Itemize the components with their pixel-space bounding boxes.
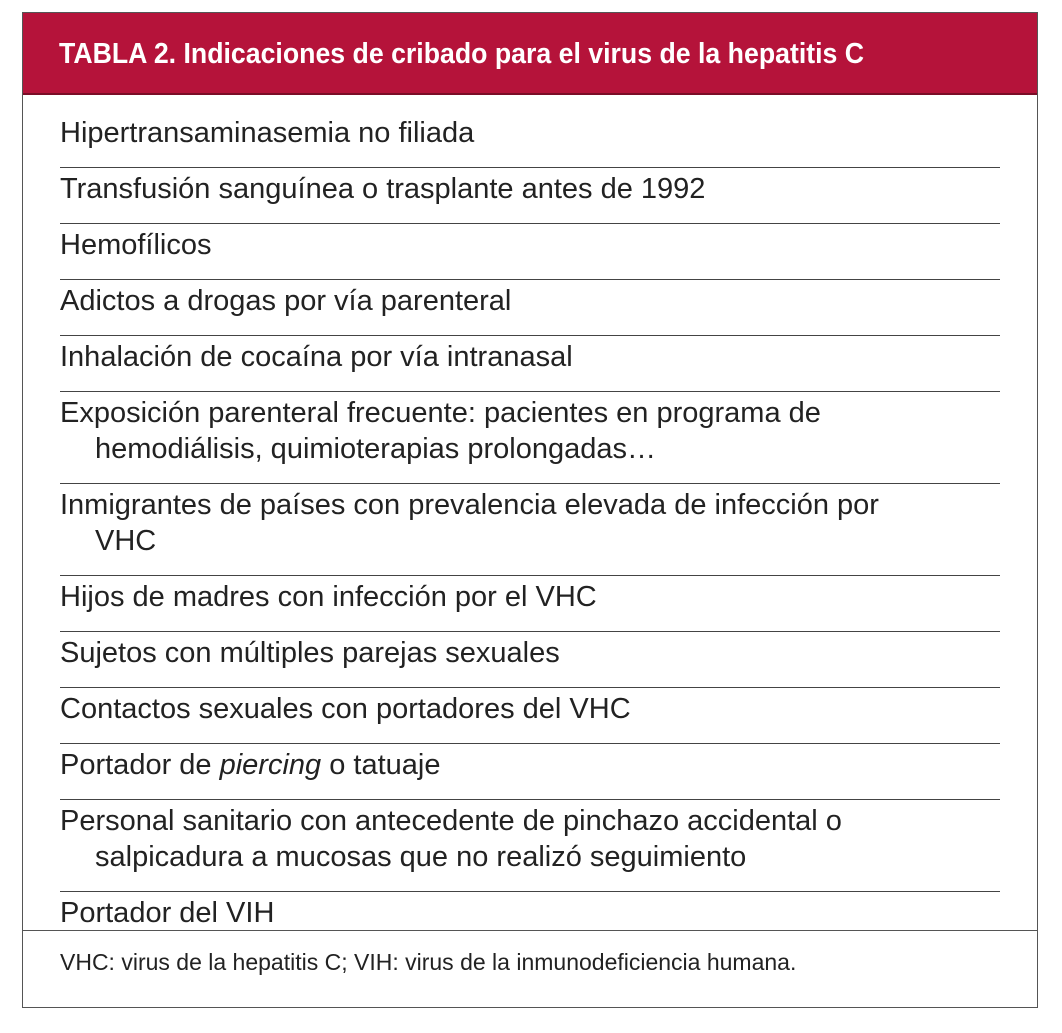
row-text-continuation: salpicadura a mucosas que no realizó seguimiento — [95, 841, 747, 873]
table-row — [60, 747, 1000, 800]
row-text: Adictos a drogas por vía parenteral — [60, 285, 512, 317]
table-title: TABLA 2. Indicaciones de cribado para el virus de la hepatitis C — [59, 38, 865, 70]
table-footnote — [23, 930, 1037, 976]
row-text-continuation: hemodiálisis, quimioterapias prolongadas… — [95, 433, 656, 465]
row-text-continuation: VHC — [95, 525, 157, 557]
row-text: Hemofílicos — [60, 229, 212, 261]
row-text: Sujetos con múltiples parejas sexuales — [60, 637, 560, 669]
table-title-bar — [23, 13, 1037, 95]
footnote-text: VHC: virus de la hepatitis C; VIH: virus de la inmunodeficiencia humana. — [60, 949, 797, 975]
row-text: Hijos de madres con infección por el VHC — [60, 581, 597, 613]
row-text: Exposición parenteral frecuente: pacientes en programa de — [60, 397, 821, 429]
row-text-suffix: o tatuaje — [321, 749, 441, 781]
table-row — [60, 635, 1000, 688]
table-row — [60, 115, 1000, 168]
table-row — [60, 171, 1000, 224]
row-text: Personal sanitario con antecedente de pinchazo accidental o — [60, 805, 842, 837]
screening-table — [22, 12, 1038, 1008]
row-text: Hipertransaminasemia no filiada — [60, 117, 475, 149]
row-text-italic: piercing — [219, 749, 322, 781]
table-row — [60, 579, 1000, 632]
table-row — [60, 227, 1000, 280]
table-row — [60, 339, 1000, 392]
row-text: Inmigrantes de países con prevalencia elevada de infección por — [60, 489, 879, 521]
table-row — [60, 487, 1000, 576]
row-text: Portador del VIH — [60, 897, 275, 929]
row-text: Inhalación de cocaína por vía intranasal — [60, 341, 573, 373]
table-rows — [60, 115, 1000, 939]
table-row — [60, 283, 1000, 336]
row-text-mixed — [60, 747, 1000, 783]
table-row — [60, 691, 1000, 744]
row-text-prefix: Portador de — [60, 749, 220, 781]
row-text: Transfusión sanguínea o trasplante antes de 1992 — [60, 173, 706, 205]
table-row — [60, 395, 1000, 484]
row-text: Contactos sexuales con portadores del VHC — [60, 693, 631, 725]
table-row — [60, 803, 1000, 892]
